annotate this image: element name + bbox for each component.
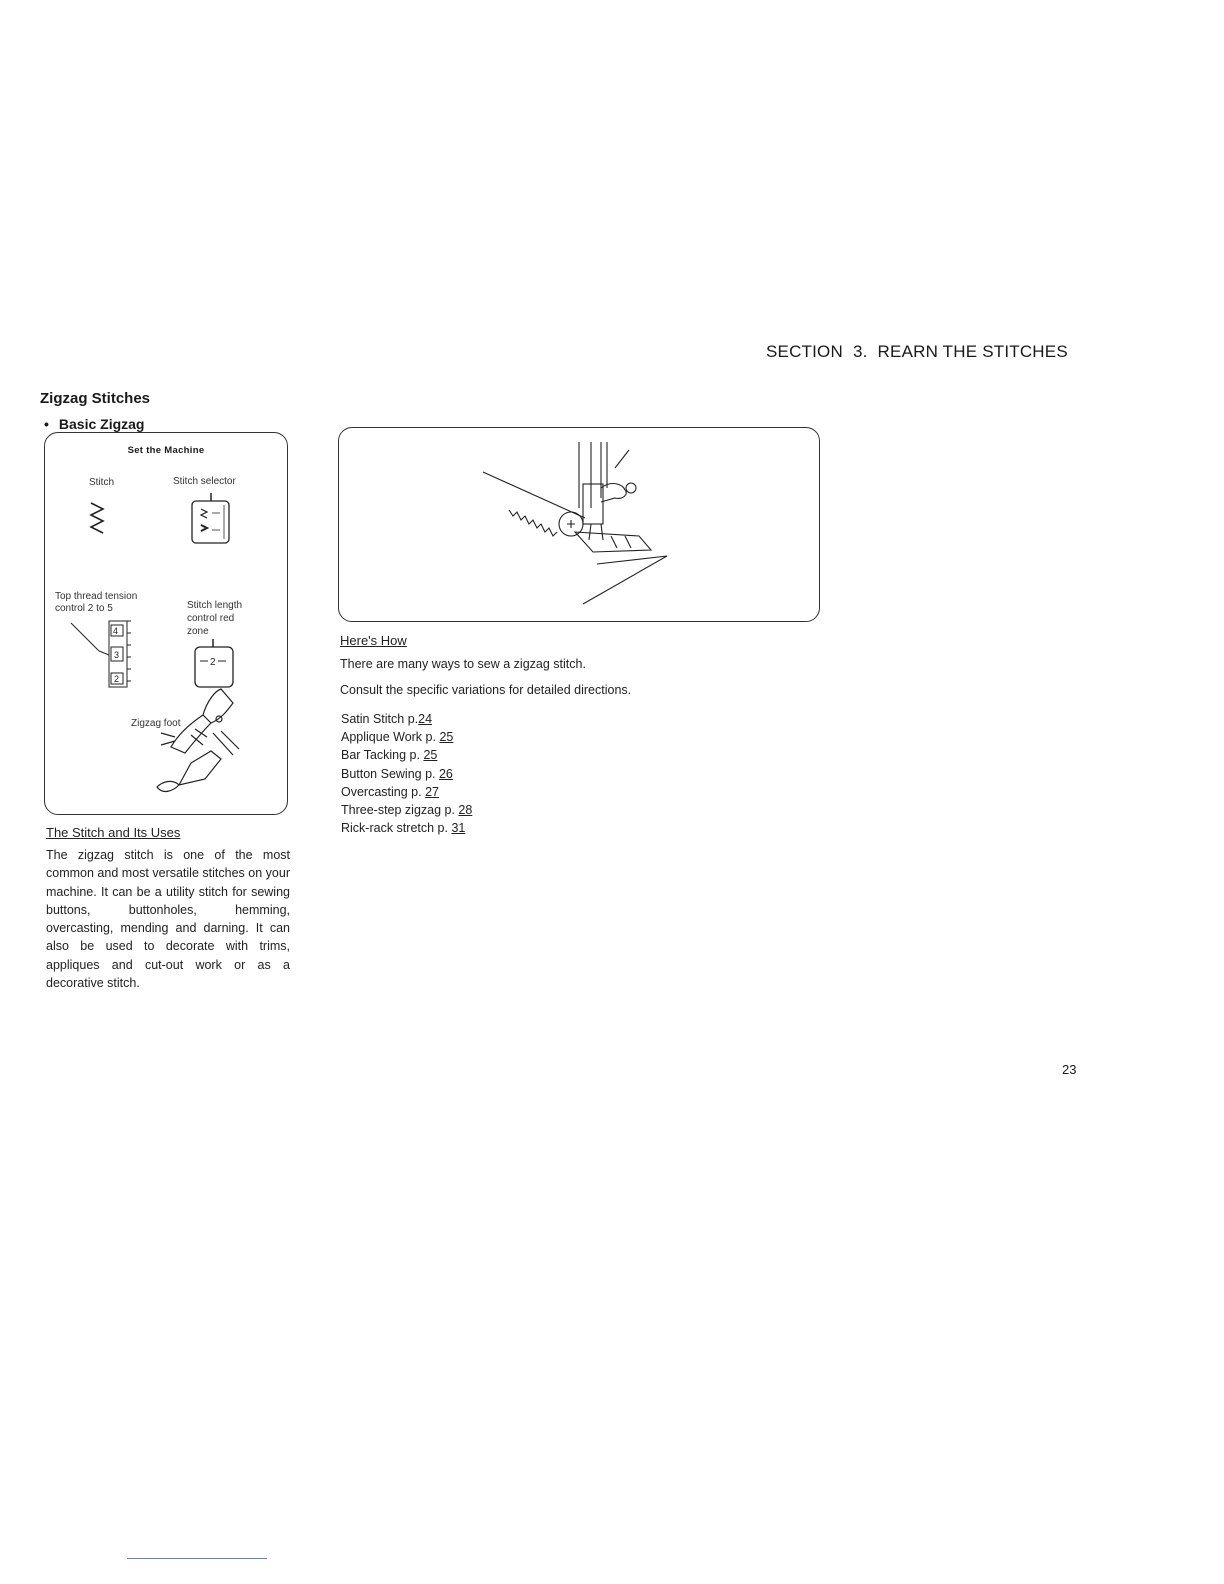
panel-illustrations <box>45 433 289 816</box>
section-title: REARN THE STITCHES <box>877 342 1068 361</box>
sewing-illustration-panel <box>338 427 820 622</box>
variation-item: Satin Stitch p.24 <box>341 712 433 726</box>
tension-value-2: 2 <box>114 674 120 684</box>
variation-item: Rick-rack stretch p. 31 <box>341 821 466 836</box>
subtitle-label: Basic Zigzag <box>58 416 145 432</box>
page-link[interactable]: 27 <box>425 784 439 799</box>
panel-title: Set the Machine <box>127 445 205 456</box>
presser-foot-illustration <box>339 428 821 623</box>
page-title: Zigzag Stitches <box>40 390 151 407</box>
page-link[interactable]: 26 <box>438 766 453 781</box>
uses-text: The zigzag stitch is one of the most common and most versatile stitches on your machine. It can be a utility stitch for sewing buttons, buttonholes, hemming, overcasting, mending and darning. It can also be used to decorate with trims, appliques and cut-out work or as a decorative stitch. <box>46 848 290 991</box>
section-number: 3. <box>852 342 868 361</box>
page-link[interactable]: 28 <box>458 803 473 818</box>
how-heading: Here's How <box>340 633 407 648</box>
variation-item: Three-step zigzag p. 28 <box>341 803 473 818</box>
stitch-selector-icon <box>192 493 229 543</box>
page-link[interactable]: 25 <box>439 730 454 745</box>
variation-item: Applique Work p. 25 <box>341 730 454 745</box>
bottom-rule <box>127 1558 267 1559</box>
uses-heading: The Stitch and Its Uses <box>46 825 181 840</box>
zigzag-foot-icon <box>157 689 239 791</box>
page-link[interactable]: 31 <box>451 821 466 836</box>
length-value: 2 <box>210 657 216 668</box>
variation-item: Overcasting p. 27 <box>341 784 439 799</box>
subtitle <box>44 416 145 432</box>
tension-label-line1: Top thread tension <box>55 591 138 602</box>
tension-dial-icon <box>71 621 131 687</box>
how-line-2: Consult the specific variations for detailed directions. <box>340 683 632 697</box>
zigzag-stitch-icon <box>91 503 103 533</box>
stitch-selector-label: Stitch selector <box>173 476 236 487</box>
set-machine-panel <box>44 432 288 815</box>
page-link[interactable]: 25 <box>423 748 438 763</box>
bullet: • <box>44 416 49 432</box>
page-number: 23 <box>1062 1062 1077 1077</box>
foot-label: Zigzag foot <box>131 718 181 729</box>
tension-value-3: 3 <box>114 650 120 660</box>
stitch-label: Stitch <box>89 477 115 488</box>
tension-label-line2: control 2 to 5 <box>55 603 113 614</box>
page-link[interactable]: 24 <box>418 712 433 726</box>
tension-value-4: 4 <box>113 626 119 636</box>
section-label: SECTION <box>766 342 843 361</box>
variation-item: Bar Tacking p. 25 <box>341 748 438 763</box>
variation-item: Button Sewing p. 26 <box>341 766 453 781</box>
length-label-line1: Stitch length <box>187 600 243 611</box>
how-line-1: There are many ways to sew a zigzag stitch. <box>340 657 586 671</box>
section-header <box>766 342 1068 362</box>
stitch-length-dial-icon <box>195 639 233 687</box>
variations-list <box>341 710 472 837</box>
length-label-line2: control red <box>187 613 235 624</box>
length-label-line3: zone <box>187 626 209 637</box>
